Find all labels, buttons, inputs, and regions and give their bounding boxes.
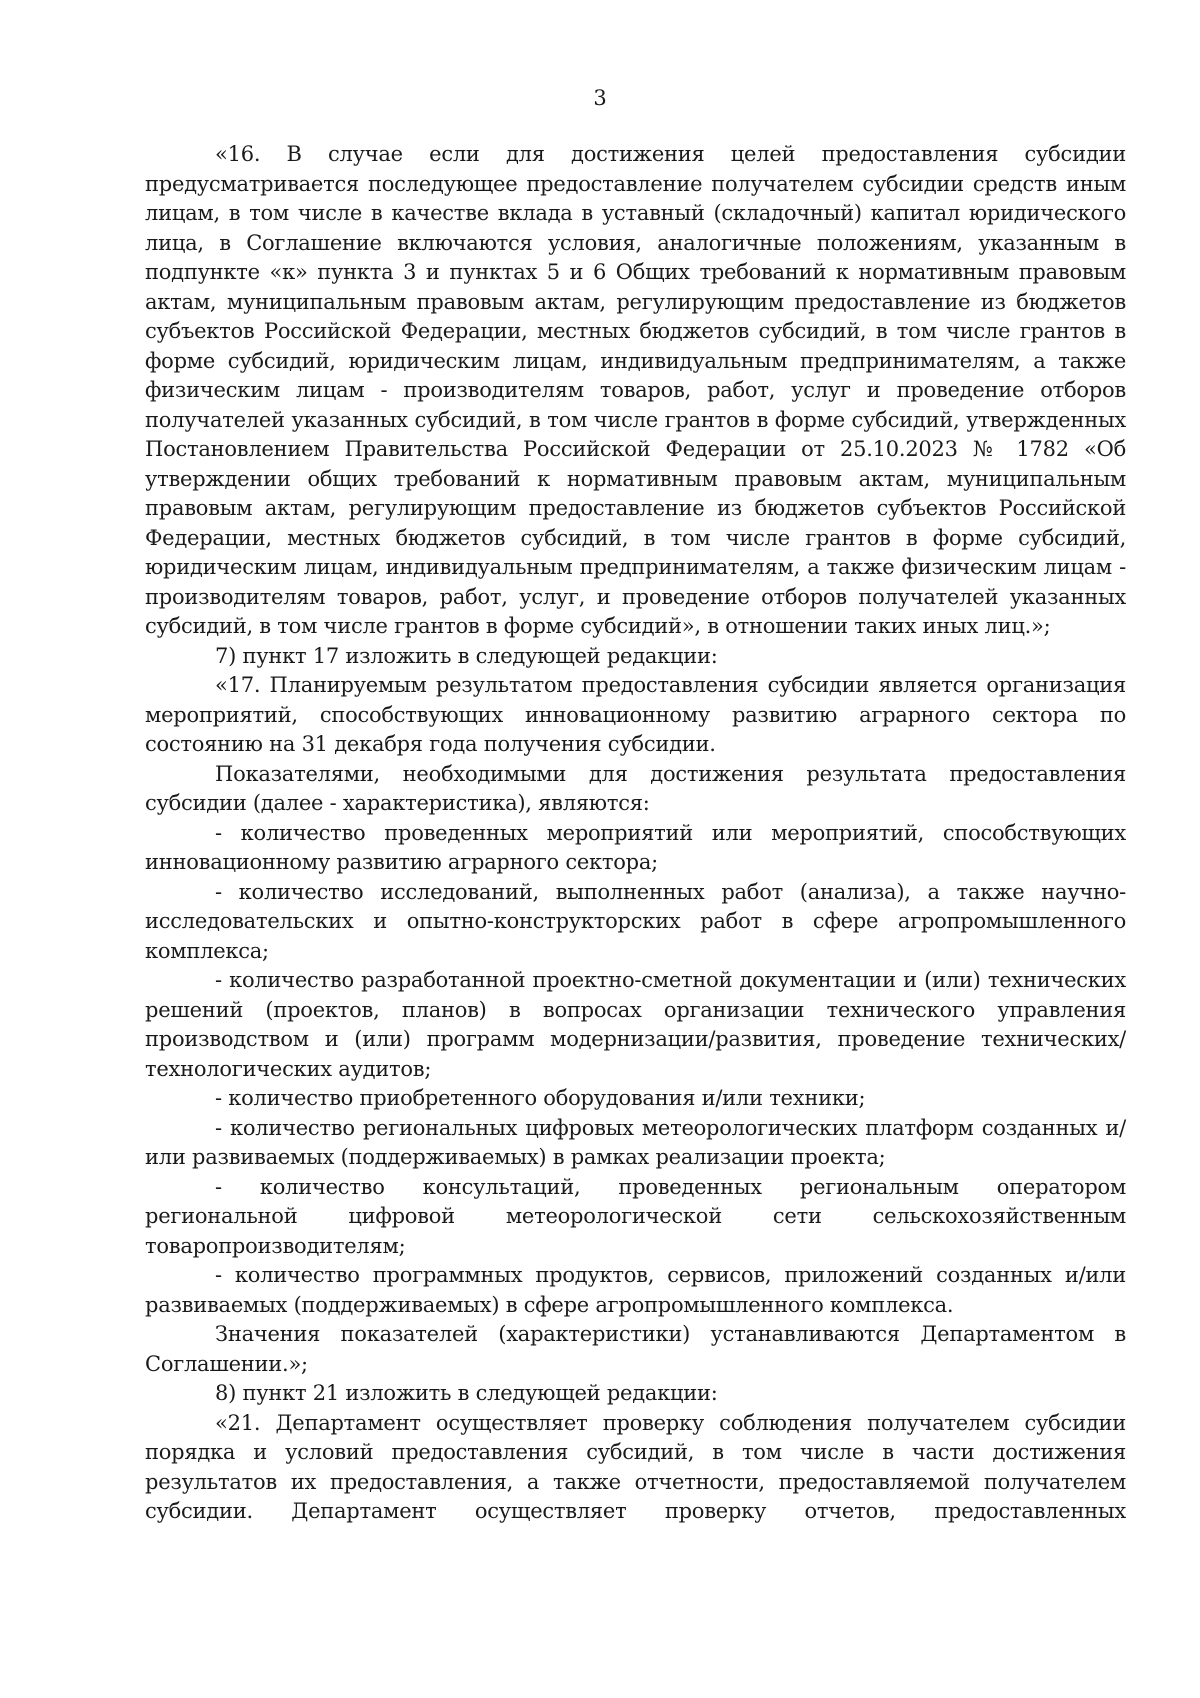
page-number: 3 <box>593 86 607 110</box>
paragraph-indicators-intro: Показателями, необходимыми для достижения результата предоставления субсидии (далее - характеристика), являются: <box>145 761 1126 815</box>
indicator-meteo-platforms: - количество региональных цифровых метеорологических платформ созданных и/или развиваемых (поддерживаемых) в рамках реализации проекта; <box>145 1115 1126 1169</box>
paragraph-21: «21. Департамент осуществляет проверку соблюдения получателем субсидии порядка и условий предоставления субсидий, в том числе в части достижения результатов их предоставления, а также отчетности, предоставляемой получателем субсидии. Департамент осуществляет проверку отчетов, предоставленных <box>145 1410 1126 1523</box>
indicator-events: - количество проведенных мероприятий или мероприятий, способствующих инновационному развитию аграрного сектора; <box>145 820 1126 874</box>
paragraph-item-8: 8) пункт 21 изложить в следующей редакции: <box>215 1381 718 1405</box>
indicator-consultations: - количество консультаций, проведенных региональным оператором региональной цифровой метеорологической сети сельскохозяйственным товаропроизводителям; <box>145 1174 1126 1258</box>
paragraph-item-7: 7) пункт 17 изложить в следующей редакции: <box>215 643 718 668</box>
paragraph-16: «16. В случае если для достижения целей предоставления субсидии предусматривается последующее предоставление получателем субсидии средств иным лицам, в том числе в качестве вклада в уставный (складочный) капитал юридического лица, в Соглашение включаются условия, аналогичные положениям, указанным в подпункте «к» пункта 3 и пунктах 5 и 6 Общих требований к нормативным правовым актам, муниципальным правовым актам, регулирующим предоставление из бюджетов субъектов Российской Федерации, местных бюджетов субсидий, в том числе грантов в форме субсидий, юридическим лицам, индивидуальным предпринимателям, а также физическим лицам - производителям товаров, работ, услуг и проведение отборов получателей указанных субсидий, в том числе грантов в форме субсидий, утвержденных Постановлением Правительства Российской Федерации от 25.10.2023 № 1782 «Об утверждении общих требований к нормативным правовым актам, муниципальным правовым актам, регулирующим предоставление из бюджетов субъектов Российской Федерации, местных бюджетов субсидий, в том числе грантов в форме субсидий, юридическим лицам, индивидуальным предпринимателям, а также физическим лицам - производителям товаров, работ, услуг, и проведение отборов получателей указанных субсидий, в том числе грантов в форме субсидий», в отношении таких иных лиц.»; <box>145 142 1126 638</box>
indicator-documentation: - количество разработанной проектно-сметной документации и (или) технических решений (проектов, планов) в вопросах организации технического управления производством и (или) программ модернизации/развития, проведение технических/технологических аудитов; <box>145 968 1126 1081</box>
indicator-research: - количество исследований, выполненных работ (анализа), а также научно-исследовательских и опытно-конструкторских работ в сфере агропромышленного комплекса; <box>145 879 1126 963</box>
paragraph-17: «17. Планируемым результатом предоставления субсидии является организация мероприятий, способствующих инновационному развитию аграрного сектора по состоянию на 31 декабря года получения субсидии. <box>145 673 1126 756</box>
indicator-software: - количество программных продуктов, сервисов, приложений созданных и/или развиваемых (поддерживаемых) в сфере агропромышленного комплекса. <box>145 1263 1126 1317</box>
document-body <box>145 140 1126 1527</box>
paragraph-indicator-values: Значения показателей (характеристики) устанавливаются Департаментом в Соглашении.»; <box>145 1322 1126 1376</box>
indicator-equipment: - количество приобретенного оборудования и/или техники; <box>215 1086 866 1110</box>
